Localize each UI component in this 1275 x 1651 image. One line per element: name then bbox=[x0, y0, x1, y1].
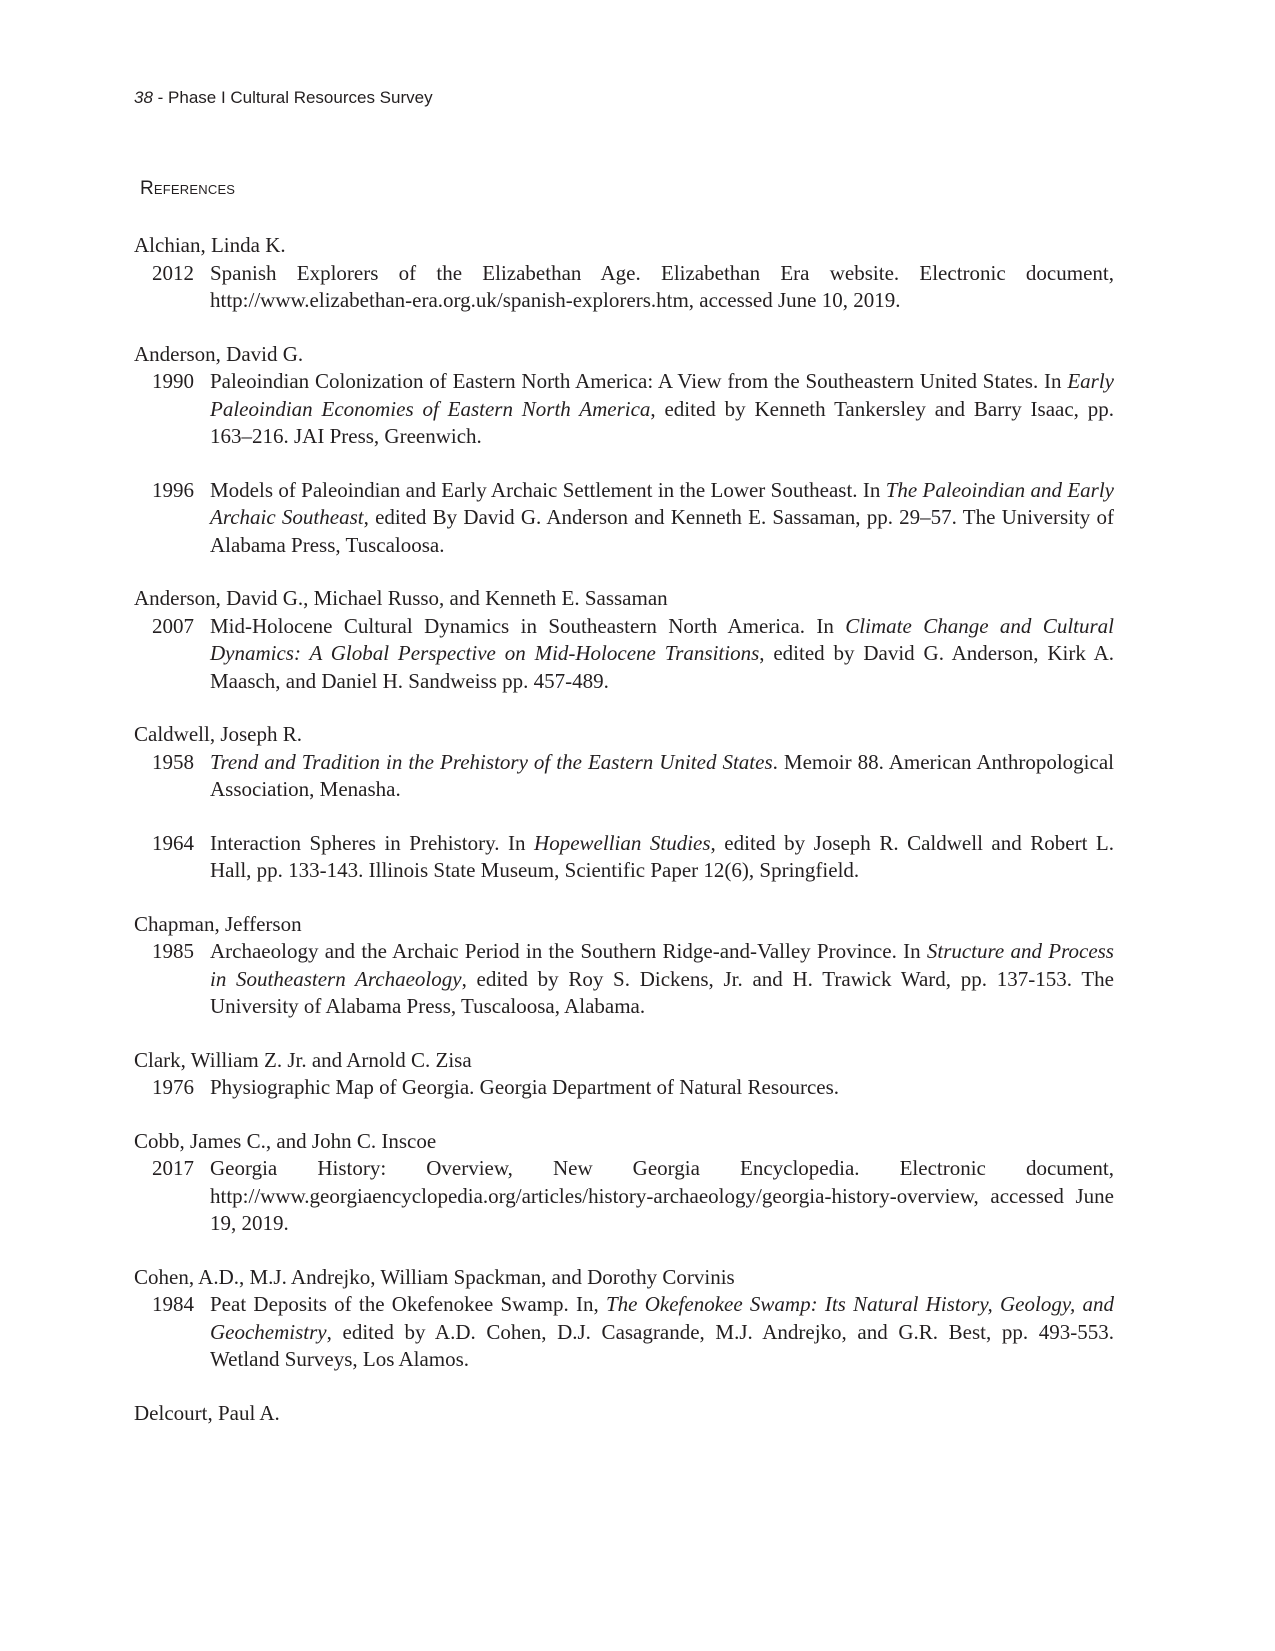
reference-group bbox=[134, 232, 1114, 315]
reference-entry bbox=[134, 477, 1114, 560]
citation-text: Interaction Spheres in Prehistory. In bbox=[210, 830, 535, 855]
reference-entry bbox=[134, 368, 1114, 451]
citation-text: , edited by Joseph R. Caldwell and Robert L. Hall, pp. 133-143. Illinois State Museum, Scientific Paper 12(6), Springfield. bbox=[210, 830, 1114, 882]
reference-citation bbox=[210, 477, 1114, 560]
reference-entry bbox=[134, 749, 1114, 804]
reference-year: 1985 bbox=[152, 939, 194, 963]
reference-entry bbox=[134, 260, 1114, 315]
reference-group bbox=[134, 1264, 1114, 1374]
reference-entry bbox=[134, 1155, 1114, 1238]
reference-citation bbox=[210, 1291, 1114, 1374]
reference-citation bbox=[210, 260, 1114, 315]
reference-year: 1976 bbox=[152, 1075, 194, 1099]
reference-group bbox=[134, 341, 1114, 560]
citation-text: Physiographic Map of Georgia. Georgia Department of Natural Resources. bbox=[210, 1075, 840, 1099]
reference-year: 1958 bbox=[152, 749, 194, 774]
citation-text: Peat Deposits of the Okefenokee Swamp. In, bbox=[210, 1292, 606, 1316]
reference-citation bbox=[210, 1155, 1114, 1238]
reference-group bbox=[134, 1128, 1114, 1238]
section-title: References bbox=[140, 178, 236, 199]
reference-group bbox=[134, 1400, 1114, 1428]
page-number: 38 bbox=[134, 88, 153, 107]
citation-title: Trend and Tradition in the Prehistory of the Eastern United States bbox=[210, 749, 773, 774]
reference-entry bbox=[134, 613, 1114, 696]
reference-group bbox=[134, 911, 1114, 1021]
reference-author: Anderson, David G. bbox=[134, 341, 304, 366]
reference-author: Anderson, David G., Michael Russo, and Kenneth E. Sassaman bbox=[134, 586, 668, 610]
reference-citation bbox=[210, 613, 1114, 696]
reference-entry bbox=[134, 830, 1114, 885]
citation-text: . Memoir 88. American Anthropological Association, Menasha. bbox=[210, 749, 1114, 801]
reference-entry bbox=[134, 1074, 1114, 1102]
reference-group bbox=[134, 585, 1114, 695]
reference-author: Delcourt, Paul A. bbox=[134, 1400, 280, 1425]
reference-year: 1996 bbox=[152, 477, 194, 502]
reference-author: Caldwell, Joseph R. bbox=[134, 722, 302, 746]
reference-year: 1984 bbox=[152, 1292, 194, 1316]
citation-text: , edited by David G. Anderson, Kirk A. Maasch, and Daniel H. Sandweiss pp. 457-489. bbox=[210, 641, 1114, 693]
reference-author: Cobb, James C., and John C. Inscoe bbox=[134, 1128, 437, 1153]
reference-citation bbox=[210, 1074, 1114, 1102]
citation-title: Structure and Process in Southeastern Archaeology bbox=[210, 939, 1114, 991]
reference-year: 1964 bbox=[152, 830, 194, 855]
reference-citation bbox=[210, 830, 1114, 885]
citation-title: The Paleoindian and Early Archaic Southeast bbox=[210, 477, 1114, 529]
reference-author: Chapman, Jefferson bbox=[134, 911, 302, 936]
running-title: - Phase I Cultural Resources Survey bbox=[152, 88, 433, 107]
citation-text: Spanish Explorers of the Elizabethan Age. Elizabethan Era website. Electronic document, http://www.elizabethan-era.org.uk/spanish-explorers.htm, accessed June 10, 2019. bbox=[210, 260, 1114, 312]
reference-year: 1990 bbox=[152, 369, 194, 393]
reference-year: 2007 bbox=[152, 613, 194, 638]
citation-text: , edited By David G. Anderson and Kenneth E. Sassaman, pp. 29–57. The University of Alabama Press, Tuscaloosa. bbox=[210, 505, 1115, 557]
reference-author: Cohen, A.D., M.J. Andrejko, William Spackman, and Dorothy Corvinis bbox=[134, 1264, 735, 1289]
reference-group bbox=[134, 721, 1114, 885]
reference-entry bbox=[134, 938, 1114, 1021]
citation-text: Georgia History: Overview, New Georgia Encyclopedia. Electronic document, http://www.georgiaencyclopedia.org/articles/history-archaeology/georgia-history-overview, accessed June 19, 2019. bbox=[210, 1156, 1114, 1235]
reference-entry bbox=[134, 1291, 1114, 1374]
reference-citation bbox=[210, 749, 1114, 804]
citation-text: Mid-Holocene Cultural Dynamics in Southeastern North America. In bbox=[210, 613, 846, 638]
reference-year: 2012 bbox=[152, 260, 194, 285]
citation-title: The Okefenokee Swamp: Its Natural History, Geology, and Geochemistry bbox=[210, 1292, 1114, 1344]
reference-citation bbox=[210, 938, 1114, 1021]
reference-citation bbox=[210, 368, 1114, 451]
citation-title: Climate Change and Cultural Dynamics: A Global Perspective on Mid-Holocene Transitions bbox=[210, 613, 1114, 665]
citation-text: Archaeology and the Archaic Period in the Southern Ridge-and-Valley Province. In bbox=[210, 939, 927, 963]
running-header bbox=[134, 88, 433, 108]
citation-text: Paleoindian Colonization of Eastern North America: A View from the Southeastern United States. In bbox=[210, 369, 1068, 393]
citation-title: Hopewellian Studies bbox=[534, 830, 711, 855]
citation-text: , edited by A.D. Cohen, D.J. Casagrande, M.J. Andrejko, and G.R. Best, pp. 493-553. Wetland Surveys, Los Alamos. bbox=[210, 1319, 1114, 1371]
reference-group bbox=[134, 1047, 1114, 1102]
reference-year: 2017 bbox=[152, 1156, 194, 1180]
reference-list bbox=[134, 232, 1114, 1453]
citation-text: Models of Paleoindian and Early Archaic Settlement in the Lower Southeast. In bbox=[210, 477, 886, 502]
citation-title: Early Paleoindian Economies of Eastern North America bbox=[210, 369, 1114, 421]
reference-author: Clark, William Z. Jr. and Arnold C. Zisa bbox=[134, 1047, 472, 1072]
citation-text: , edited by Kenneth Tankersley and Barry Isaac, pp. 163–216. JAI Press, Greenwich. bbox=[210, 396, 1114, 448]
citation-text: , edited by Roy S. Dickens, Jr. and H. Trawick Ward, pp. 137-153. The University of Alabama Press, Tuscaloosa, Alabama. bbox=[210, 966, 1114, 1018]
reference-author: Alchian, Linda K. bbox=[134, 233, 286, 257]
